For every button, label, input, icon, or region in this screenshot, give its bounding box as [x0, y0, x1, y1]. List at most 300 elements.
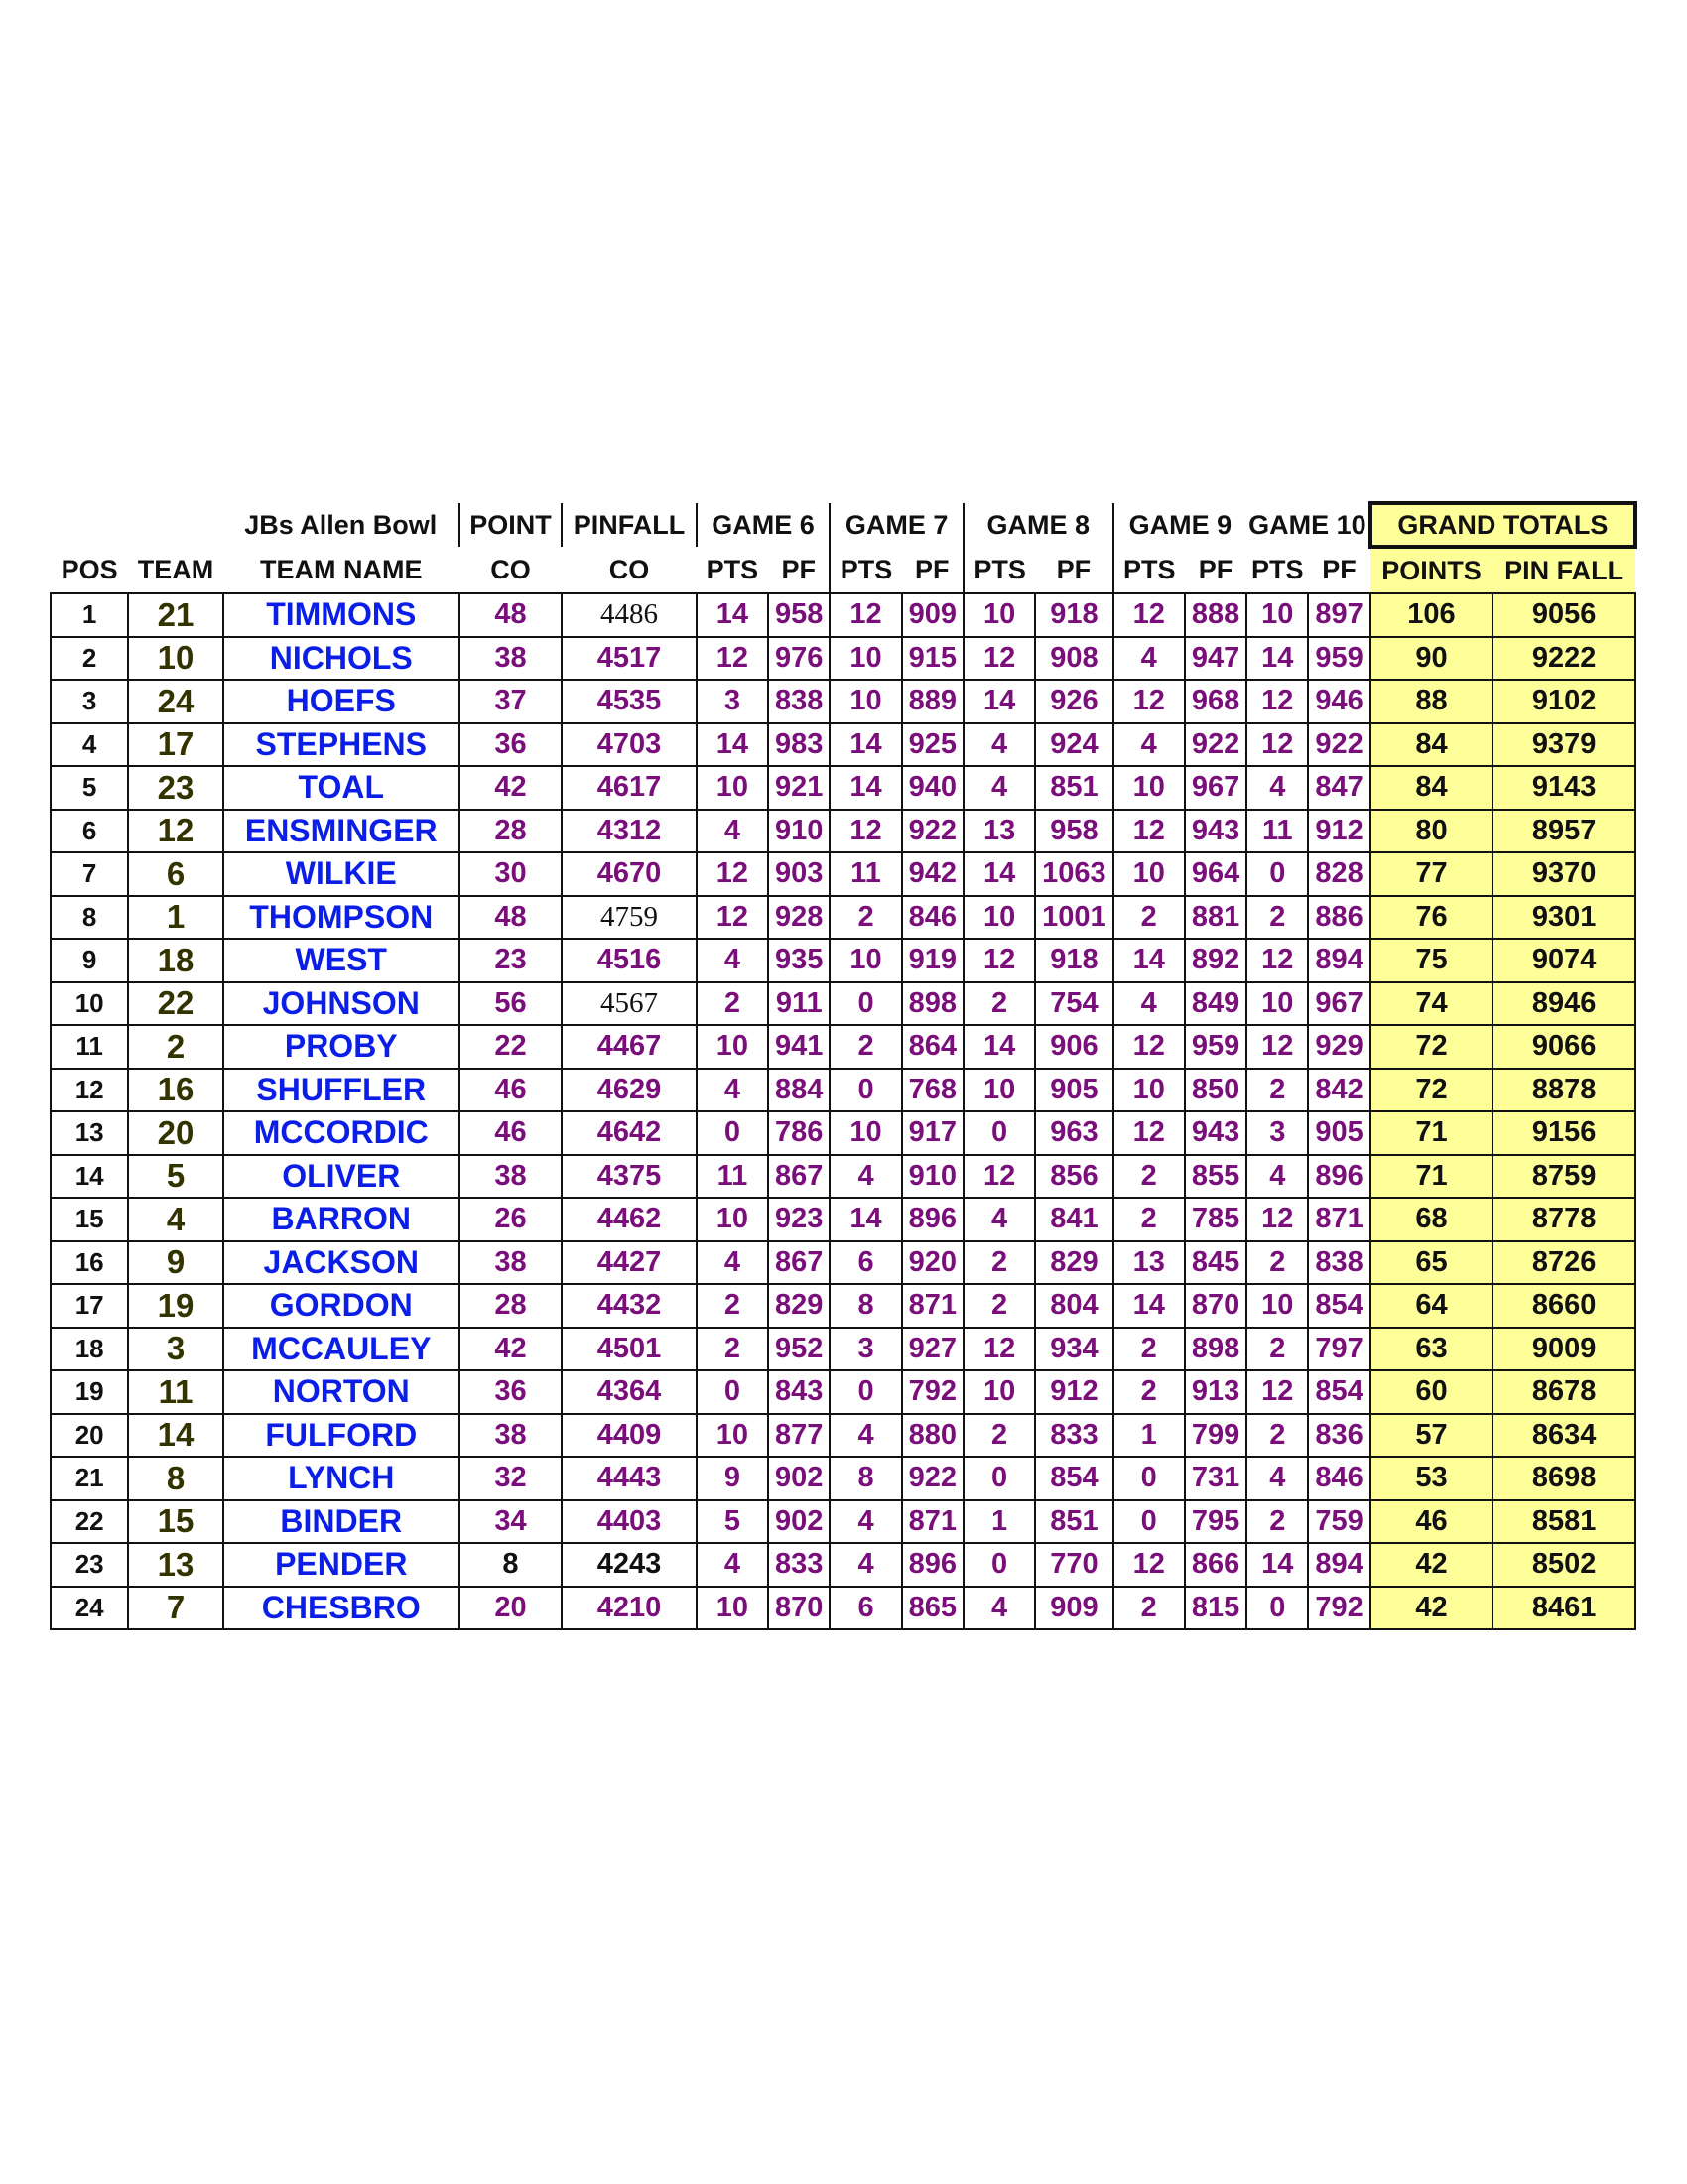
- game-7-pf-cell: 792: [902, 1370, 964, 1414]
- game-7-pts-cell: 6: [830, 1241, 901, 1285]
- game-8-pf-cell: 909: [1035, 1587, 1112, 1630]
- game-7-pts-cell: 14: [830, 766, 901, 810]
- header-row-2: [51, 547, 1635, 593]
- game-8-pts-cell: 14: [964, 680, 1035, 723]
- team-name-cell: SHUFFLER: [223, 1069, 459, 1112]
- table-row: [51, 593, 1635, 637]
- team-number-cell: 1: [128, 896, 222, 940]
- table-row: [51, 1025, 1635, 1069]
- g8-pf-heading: PF: [1056, 554, 1092, 584]
- team-number-cell: 17: [128, 723, 222, 767]
- game-8-pts-cell: 12: [964, 939, 1035, 982]
- point-co-cell: 26: [459, 1198, 562, 1241]
- game-10-pf-cell: 847: [1308, 766, 1369, 810]
- total-pin-fall-cell: 9301: [1492, 896, 1635, 940]
- game-9-pts-cell: 2: [1113, 1328, 1185, 1371]
- game-10-pts-cell: 0: [1246, 852, 1308, 896]
- total-pin-fall-cell: 8660: [1492, 1284, 1635, 1328]
- team-name-cell: JOHNSON: [223, 982, 459, 1026]
- pinfall-co-cell: 4535: [562, 680, 697, 723]
- team-name-cell: TIMMONS: [223, 593, 459, 637]
- game-9-pf-cell: 799: [1185, 1414, 1246, 1458]
- total-points-cell: 72: [1370, 1069, 1493, 1112]
- team-number-cell: 15: [128, 1500, 222, 1544]
- pinfall-co-cell: 4467: [562, 1025, 697, 1069]
- pos-cell: 8: [51, 896, 128, 940]
- points-heading: POINTS: [1370, 547, 1493, 593]
- pos-cell: 13: [51, 1111, 128, 1155]
- team-name-cell: ENSMINGER: [223, 810, 459, 853]
- pin-fall-heading: PIN FALL: [1492, 547, 1635, 593]
- game-9-pts-cell: 12: [1113, 593, 1185, 637]
- team-name-cell: JACKSON: [223, 1241, 459, 1285]
- point-co-cell: 20: [459, 1587, 562, 1630]
- game-6-pts-cell: 12: [697, 637, 768, 681]
- point-co-cell: 48: [459, 896, 562, 940]
- game-6-pf-cell: 870: [768, 1587, 830, 1630]
- game-6-pts-cell: 0: [697, 1370, 768, 1414]
- game-10-pf-cell: 836: [1308, 1414, 1369, 1458]
- team-number-cell: 13: [128, 1543, 222, 1587]
- game-10-pf-cell: 838: [1308, 1241, 1369, 1285]
- table-row: [51, 723, 1635, 767]
- pos-cell: 11: [51, 1025, 128, 1069]
- game-9-pf-cell: 913: [1185, 1370, 1246, 1414]
- game-7-pf-cell: 864: [902, 1025, 964, 1069]
- game-10-pf-cell: 871: [1308, 1198, 1369, 1241]
- game-9-pf-cell: 898: [1185, 1328, 1246, 1371]
- total-pin-fall-cell: 8878: [1492, 1069, 1635, 1112]
- pinfall-co-cell: 4312: [562, 810, 697, 853]
- total-pin-fall-cell: 8726: [1492, 1241, 1635, 1285]
- game-6-pf-cell: 786: [768, 1111, 830, 1155]
- game-9-pf-cell: 845: [1185, 1241, 1246, 1285]
- game-10-pf-cell: 894: [1308, 939, 1369, 982]
- game-7-heading: GAME 7: [830, 503, 964, 547]
- total-points-cell: 71: [1370, 1155, 1493, 1199]
- point-co-cell: 28: [459, 810, 562, 853]
- game-6-pts-cell: 4: [697, 810, 768, 853]
- game-9-pts-cell: 10: [1113, 1069, 1185, 1112]
- game-10-heading: GAME 10: [1248, 509, 1366, 540]
- pinfall-co-cell: 4517: [562, 637, 697, 681]
- team-name-cell: THOMPSON: [223, 896, 459, 940]
- game-7-pf-cell: 940: [902, 766, 964, 810]
- team-number-cell: 14: [128, 1414, 222, 1458]
- game-6-pts-cell: 10: [697, 1587, 768, 1630]
- team-number-cell: 10: [128, 637, 222, 681]
- pinfall-co-cell: 4670: [562, 852, 697, 896]
- table-row: [51, 1328, 1635, 1371]
- total-pin-fall-cell: 9056: [1492, 593, 1635, 637]
- game-7-pf-cell: 909: [902, 593, 964, 637]
- team-number-cell: 6: [128, 852, 222, 896]
- team-number-cell: 22: [128, 982, 222, 1026]
- total-points-cell: 42: [1370, 1587, 1493, 1630]
- game-8-pf-cell: 754: [1035, 982, 1112, 1026]
- team-name-cell: TOAL: [223, 766, 459, 810]
- total-points-cell: 46: [1370, 1500, 1493, 1544]
- game-10-pf-cell: 897: [1308, 593, 1369, 637]
- game-8-pf-cell: 1001: [1035, 896, 1112, 940]
- game-7-pf-cell: 768: [902, 1069, 964, 1112]
- game-10-pf-cell: 946: [1308, 680, 1369, 723]
- table-row: [51, 766, 1635, 810]
- team-heading: TEAM: [137, 554, 214, 584]
- game-8-pf-cell: 924: [1035, 723, 1112, 767]
- total-pin-fall-cell: 9143: [1492, 766, 1635, 810]
- point-co-cell: 46: [459, 1111, 562, 1155]
- table-row: [51, 1284, 1635, 1328]
- game-8-pts-cell: 2: [964, 982, 1035, 1026]
- game-7-pf-cell: 896: [902, 1198, 964, 1241]
- total-points-cell: 76: [1370, 896, 1493, 940]
- pinfall-co-cell: 4759: [562, 896, 697, 940]
- game-8-pts-cell: 13: [964, 810, 1035, 853]
- pinfall-co-cell: 4567: [562, 982, 697, 1026]
- team-name-cell: PROBY: [223, 1025, 459, 1069]
- pinfall-co-cell: 4629: [562, 1069, 697, 1112]
- game-8-pf-cell: 770: [1035, 1543, 1112, 1587]
- game-6-pts-cell: 0: [697, 1111, 768, 1155]
- pos-cell: 2: [51, 637, 128, 681]
- total-pin-fall-cell: 8581: [1492, 1500, 1635, 1544]
- game-6-pts-cell: 4: [697, 1241, 768, 1285]
- game-8-pts-cell: 4: [964, 723, 1035, 767]
- game-7-pf-cell: 915: [902, 637, 964, 681]
- game-7-pts-cell: 10: [830, 1111, 901, 1155]
- game-7-pts-cell: 2: [830, 1025, 901, 1069]
- game-8-pts-cell: 0: [964, 1543, 1035, 1587]
- game-7-pts-cell: 0: [830, 982, 901, 1026]
- game-8-pts-cell: 4: [964, 1198, 1035, 1241]
- game-6-pts-cell: 12: [697, 896, 768, 940]
- game-6-pf-cell: 941: [768, 1025, 830, 1069]
- table-row: [51, 1155, 1635, 1199]
- pos-cell: 19: [51, 1370, 128, 1414]
- game-10-pf-cell: 912: [1308, 810, 1369, 853]
- game-9-pf-cell: 815: [1185, 1587, 1246, 1630]
- pos-cell: 9: [51, 939, 128, 982]
- game-10-pf-cell: 905: [1308, 1111, 1369, 1155]
- game-6-pts-cell: 2: [697, 1284, 768, 1328]
- pinfall-co-cell: 4243: [562, 1543, 697, 1587]
- game-10-pts-cell: 4: [1246, 1457, 1308, 1500]
- pos-cell: 23: [51, 1543, 128, 1587]
- total-pin-fall-cell: 8698: [1492, 1457, 1635, 1500]
- team-number-cell: 8: [128, 1457, 222, 1500]
- game-8-heading: GAME 8: [964, 503, 1113, 547]
- table-row: [51, 810, 1635, 853]
- pos-cell: 20: [51, 1414, 128, 1458]
- game-9-pts-cell: 10: [1113, 852, 1185, 896]
- game-6-pts-cell: 2: [697, 982, 768, 1026]
- total-pin-fall-cell: 9009: [1492, 1328, 1635, 1371]
- header-row-1: [51, 503, 1635, 547]
- game-9-pts-cell: 0: [1113, 1457, 1185, 1500]
- team-name-cell: PENDER: [223, 1543, 459, 1587]
- table-row: [51, 939, 1635, 982]
- game-9-pf-cell: 855: [1185, 1155, 1246, 1199]
- pos-cell: 10: [51, 982, 128, 1026]
- game-6-pf-cell: 903: [768, 852, 830, 896]
- game-10-pts-cell: 10: [1246, 593, 1308, 637]
- game-7-pf-cell: 919: [902, 939, 964, 982]
- game-8-pts-cell: 10: [964, 1370, 1035, 1414]
- point-co-cell: 23: [459, 939, 562, 982]
- game-8-pf-cell: 804: [1035, 1284, 1112, 1328]
- total-pin-fall-cell: 9066: [1492, 1025, 1635, 1069]
- table-row: [51, 1500, 1635, 1544]
- game-10-pf-cell: 854: [1308, 1370, 1369, 1414]
- pinfall-co-cell: 4409: [562, 1414, 697, 1458]
- game-9-pf-cell: 967: [1185, 766, 1246, 810]
- pinfall-co-cell: 4486: [562, 593, 697, 637]
- game-10-pf-cell: 959: [1308, 637, 1369, 681]
- game-6-pf-cell: 843: [768, 1370, 830, 1414]
- team-name-cell: MCCAULEY: [223, 1328, 459, 1371]
- point-co-cell: 56: [459, 982, 562, 1026]
- game-6-pf-cell: 833: [768, 1543, 830, 1587]
- game-9-pf-cell: 849: [1185, 982, 1246, 1026]
- g10-pts-heading: PTS: [1251, 554, 1304, 584]
- total-points-cell: 72: [1370, 1025, 1493, 1069]
- game-8-pf-cell: 926: [1035, 680, 1112, 723]
- point-co-heading: POINT: [459, 503, 562, 547]
- game-9-pf-cell: 892: [1185, 939, 1246, 982]
- pos-cell: 22: [51, 1500, 128, 1544]
- game-7-pf-cell: 917: [902, 1111, 964, 1155]
- game-9-pf-cell: 866: [1185, 1543, 1246, 1587]
- pinfall-co-cell: 4703: [562, 723, 697, 767]
- game-8-pf-cell: 829: [1035, 1241, 1112, 1285]
- standings-rows: [51, 593, 1635, 1629]
- game-10-pf-cell: 854: [1308, 1284, 1369, 1328]
- team-name-cell: LYNCH: [223, 1457, 459, 1500]
- point-co-cell: 36: [459, 1370, 562, 1414]
- game-10-pts-cell: 12: [1246, 680, 1308, 723]
- game-9-pf-cell: 922: [1185, 723, 1246, 767]
- game-6-pf-cell: 867: [768, 1241, 830, 1285]
- game-6-pts-cell: 5: [697, 1500, 768, 1544]
- team-name-heading: TEAM NAME: [260, 554, 423, 584]
- pos-cell: 14: [51, 1155, 128, 1199]
- g7-pts-heading: PTS: [830, 547, 901, 593]
- game-6-pf-cell: 838: [768, 680, 830, 723]
- game-8-pf-cell: 918: [1035, 939, 1112, 982]
- league-title: JBs Allen Bowl: [244, 509, 438, 540]
- game-9-pts-cell: 12: [1113, 1025, 1185, 1069]
- game-7-pts-cell: 2: [830, 896, 901, 940]
- game-10-pf-cell: 797: [1308, 1328, 1369, 1371]
- pinfall-co-heading: PINFALL: [562, 503, 697, 547]
- point-co-cell: 37: [459, 680, 562, 723]
- game-8-pf-cell: 908: [1035, 637, 1112, 681]
- team-name-cell: BINDER: [223, 1500, 459, 1544]
- total-pin-fall-cell: 8759: [1492, 1155, 1635, 1199]
- game-7-pf-cell: 865: [902, 1587, 964, 1630]
- game-8-pts-cell: 14: [964, 852, 1035, 896]
- game-8-pts-cell: 10: [964, 896, 1035, 940]
- point-co-cell: 38: [459, 1241, 562, 1285]
- team-name-cell: NICHOLS: [223, 637, 459, 681]
- point-co-cell: 38: [459, 1414, 562, 1458]
- game-6-pf-cell: 976: [768, 637, 830, 681]
- table-row: [51, 1457, 1635, 1500]
- game-9-heading: GAME 9: [1113, 503, 1247, 547]
- game-6-pts-cell: 10: [697, 1414, 768, 1458]
- game-6-pts-cell: 11: [697, 1155, 768, 1199]
- point-co-cell: 48: [459, 593, 562, 637]
- table-row: [51, 1587, 1635, 1630]
- point-co-cell: 38: [459, 1155, 562, 1199]
- game-8-pf-cell: 841: [1035, 1198, 1112, 1241]
- game-10-pf-cell: 894: [1308, 1543, 1369, 1587]
- team-number-cell: 20: [128, 1111, 222, 1155]
- grand-totals-heading: GRAND TOTALS: [1370, 503, 1635, 547]
- total-points-cell: 106: [1370, 593, 1493, 637]
- total-pin-fall-cell: 9370: [1492, 852, 1635, 896]
- pinfall-co-cell: 4642: [562, 1111, 697, 1155]
- total-points-cell: 80: [1370, 810, 1493, 853]
- team-number-cell: 9: [128, 1241, 222, 1285]
- game-10-pts-cell: 12: [1246, 1025, 1308, 1069]
- team-name-cell: FULFORD: [223, 1414, 459, 1458]
- game-7-pf-cell: 871: [902, 1500, 964, 1544]
- g7-pf-heading: PF: [915, 554, 950, 584]
- game-7-pts-cell: 4: [830, 1543, 901, 1587]
- game-8-pf-cell: 905: [1035, 1069, 1112, 1112]
- game-8-pf-cell: 958: [1035, 810, 1112, 853]
- total-points-cell: 42: [1370, 1543, 1493, 1587]
- table-row: [51, 1370, 1635, 1414]
- game-7-pf-cell: 927: [902, 1328, 964, 1371]
- game-9-pts-cell: 2: [1113, 896, 1185, 940]
- g6-pf-heading: PF: [781, 554, 816, 584]
- game-6-pts-cell: 4: [697, 939, 768, 982]
- team-number-cell: 7: [128, 1587, 222, 1630]
- game-7-pf-cell: 898: [902, 982, 964, 1026]
- game-8-pf-cell: 906: [1035, 1025, 1112, 1069]
- point-co-cell: 32: [459, 1457, 562, 1500]
- game-7-pts-cell: 12: [830, 810, 901, 853]
- game-8-pf-cell: 854: [1035, 1457, 1112, 1500]
- total-pin-fall-cell: 8957: [1492, 810, 1635, 853]
- table-row: [51, 1111, 1635, 1155]
- pinfall-co-cell: 4375: [562, 1155, 697, 1199]
- point-co-cell: 8: [459, 1543, 562, 1587]
- game-9-pf-cell: 888: [1185, 593, 1246, 637]
- game-9-pts-cell: 2: [1113, 1198, 1185, 1241]
- game-10-pf-cell: 842: [1308, 1069, 1369, 1112]
- game-10-pts-cell: 10: [1246, 1284, 1308, 1328]
- game-8-pts-cell: 12: [964, 1328, 1035, 1371]
- pinfall-co-cell: 4617: [562, 766, 697, 810]
- game-7-pts-cell: 10: [830, 637, 901, 681]
- game-8-pf-cell: 918: [1035, 593, 1112, 637]
- game-7-pf-cell: 880: [902, 1414, 964, 1458]
- game-6-pts-cell: 4: [697, 1069, 768, 1112]
- game-10-pts-cell: 10: [1246, 982, 1308, 1026]
- game-6-heading: GAME 6: [697, 503, 831, 547]
- game-10-pf-cell: 922: [1308, 723, 1369, 767]
- game-8-pts-cell: 2: [964, 1241, 1035, 1285]
- game-10-pts-cell: 11: [1246, 810, 1308, 853]
- game-7-pts-cell: 4: [830, 1155, 901, 1199]
- game-9-pts-cell: 1: [1113, 1414, 1185, 1458]
- game-7-pts-cell: 4: [830, 1414, 901, 1458]
- game-8-pf-cell: 912: [1035, 1370, 1112, 1414]
- pinfall-co-cell: 4427: [562, 1241, 697, 1285]
- game-8-pts-cell: 4: [964, 766, 1035, 810]
- game-6-pf-cell: 902: [768, 1457, 830, 1500]
- g10-pf-heading: PF: [1322, 554, 1357, 584]
- game-8-pf-cell: 851: [1035, 766, 1112, 810]
- table-row: [51, 1543, 1635, 1587]
- team-number-cell: 5: [128, 1155, 222, 1199]
- game-9-pts-cell: 12: [1113, 810, 1185, 853]
- team-name-cell: BARRON: [223, 1198, 459, 1241]
- game-9-pts-cell: 0: [1113, 1500, 1185, 1544]
- table-row: [51, 637, 1635, 681]
- game-7-pts-cell: 0: [830, 1069, 901, 1112]
- game-6-pts-cell: 10: [697, 766, 768, 810]
- g8-pts-heading: PTS: [964, 547, 1035, 593]
- game-9-pf-cell: 947: [1185, 637, 1246, 681]
- game-7-pf-cell: 922: [902, 1457, 964, 1500]
- game-9-pts-cell: 12: [1113, 680, 1185, 723]
- pos-cell: 15: [51, 1198, 128, 1241]
- game-7-pts-cell: 6: [830, 1587, 901, 1630]
- game-6-pts-cell: 4: [697, 1543, 768, 1587]
- pinfall-co-cell: 4403: [562, 1500, 697, 1544]
- game-10-pf-cell: 846: [1308, 1457, 1369, 1500]
- game-6-pf-cell: 983: [768, 723, 830, 767]
- total-pin-fall-cell: 9102: [1492, 680, 1635, 723]
- game-6-pf-cell: 952: [768, 1328, 830, 1371]
- game-7-pts-cell: 12: [830, 593, 901, 637]
- game-8-pts-cell: 12: [964, 1155, 1035, 1199]
- game-6-pf-cell: 910: [768, 810, 830, 853]
- point-co-cell: 34: [459, 1500, 562, 1544]
- game-6-pts-cell: 3: [697, 680, 768, 723]
- game-8-pts-cell: 0: [964, 1457, 1035, 1500]
- game-10-pts-cell: 2: [1246, 1414, 1308, 1458]
- total-points-cell: 60: [1370, 1370, 1493, 1414]
- game-9-pf-cell: 870: [1185, 1284, 1246, 1328]
- game-6-pf-cell: 935: [768, 939, 830, 982]
- game-6-pf-cell: 911: [768, 982, 830, 1026]
- game-6-pf-cell: 958: [768, 593, 830, 637]
- game-6-pts-cell: 10: [697, 1025, 768, 1069]
- game-9-pts-cell: 13: [1113, 1241, 1185, 1285]
- game-8-pts-cell: 2: [964, 1284, 1035, 1328]
- game-7-pf-cell: 846: [902, 896, 964, 940]
- table-row: [51, 1241, 1635, 1285]
- game-7-pf-cell: 922: [902, 810, 964, 853]
- game-7-pf-cell: 920: [902, 1241, 964, 1285]
- pinfall-co-subheading: CO: [608, 554, 650, 584]
- game-7-pts-cell: 10: [830, 680, 901, 723]
- point-co-cell: 28: [459, 1284, 562, 1328]
- game-7-pts-cell: 14: [830, 723, 901, 767]
- team-name-cell: NORTON: [223, 1370, 459, 1414]
- game-7-pf-cell: 871: [902, 1284, 964, 1328]
- total-points-cell: 57: [1370, 1414, 1493, 1458]
- game-8-pf-cell: 1063: [1035, 852, 1112, 896]
- point-co-subheading: CO: [490, 554, 531, 584]
- total-pin-fall-cell: 8778: [1492, 1198, 1635, 1241]
